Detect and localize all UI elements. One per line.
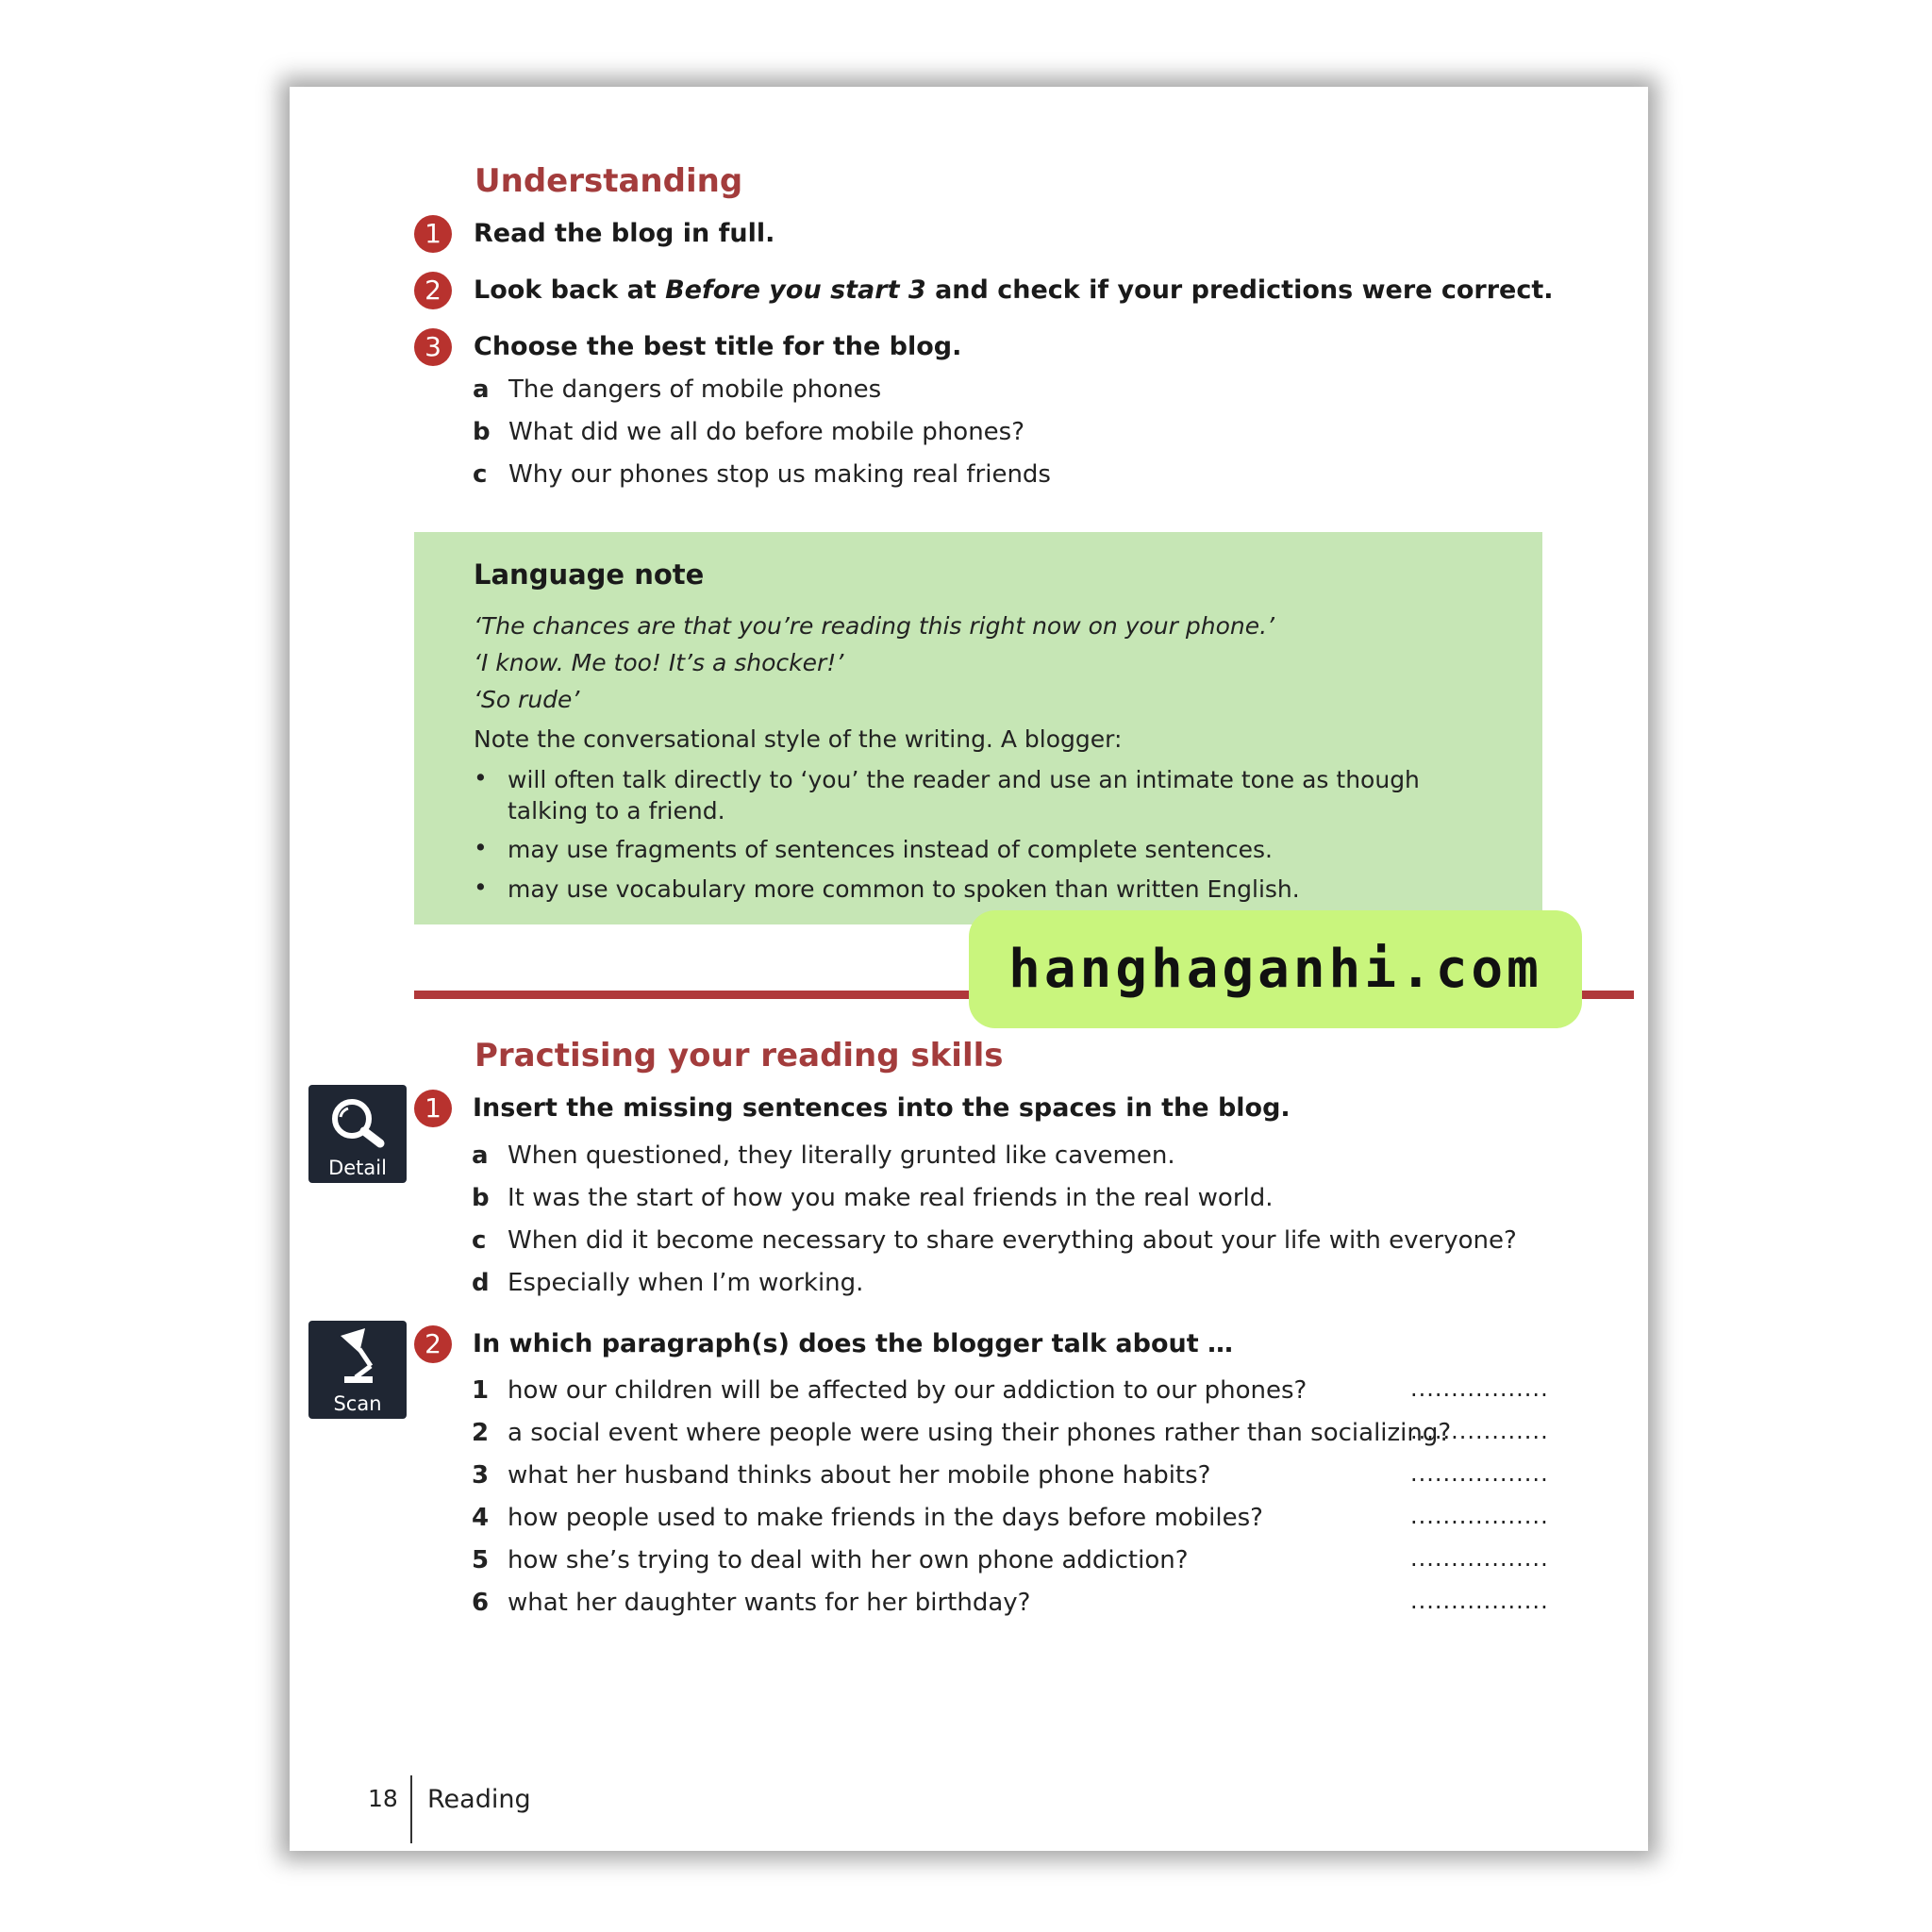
option-item: b What did we all do before mobile phones? (473, 418, 1025, 446)
question-number-badge: 2 (414, 272, 452, 309)
list-item: 4 how people used to make friends in the days before mobiles? (472, 1504, 1263, 1532)
lamp-icon (308, 1321, 407, 1387)
note-intro: Note the conversational style of the writing. A blogger: (474, 725, 1123, 753)
list-item: 3 what her husband thinks about her mobile phone habits? (472, 1461, 1211, 1490)
answer-blank: ................. (1410, 1503, 1549, 1529)
detail-label: Detail (328, 1157, 387, 1179)
question-number-badge: 1 (414, 215, 452, 253)
watermark: hanghaganhi.com (969, 910, 1582, 1028)
option-item: c Why our phones stop us making real friends (473, 460, 1051, 489)
textbook-page (290, 87, 1648, 1851)
note-quote: ‘I know. Me too! It’s a shocker!’ (474, 649, 844, 676)
magnifier-icon (308, 1085, 407, 1151)
list-item: 5 how she’s trying to deal with her own phone addiction? (472, 1546, 1189, 1574)
understanding-heading: Understanding (475, 162, 743, 200)
note-quote: ‘So rude’ (474, 686, 580, 713)
footer-divider (410, 1775, 412, 1843)
question-text: Insert the missing sentences into the spaces in the blog. (473, 1093, 1291, 1123)
question-text: Read the blog in full. (474, 219, 775, 248)
note-quote: ‘The chances are that you’re reading this right now on your phone.’ (474, 612, 1274, 640)
answer-blank: ................. (1410, 1375, 1549, 1402)
question-text: Choose the best title for the blog. (474, 332, 962, 361)
option-item: a When questioned, they literally grunted like cavemen. (472, 1141, 1175, 1170)
option-item: c When did it become necessary to share everything about your life with everyone? (472, 1226, 1517, 1255)
section-name: Reading (427, 1785, 531, 1814)
option-item: b It was the start of how you make real friends in the real world. (472, 1184, 1274, 1212)
answer-blank: ................. (1410, 1545, 1549, 1572)
language-note-title: Language note (474, 558, 705, 591)
scan-label: Scan (333, 1392, 382, 1415)
question-text: In which paragraph(s) does the blogger talk about … (473, 1329, 1234, 1358)
question-number-badge: 2 (414, 1325, 452, 1363)
list-item: 1 how our children will be affected by our addiction to our phones? (472, 1376, 1307, 1405)
question-text: Look back at Before you start 3 and check if your predictions were correct. (474, 275, 1554, 305)
scan-skill-badge (308, 1321, 407, 1419)
answer-blank: ................. (1410, 1418, 1549, 1444)
language-note-box: Language note ‘The chances are that you’re reading this right now on your phone.’ ‘I know. Me too! It’s a shocker!’ ‘So rude’ Note the conversational style of the writing. A blogger: • will often talk directly to ‘you’ the reader and use an intimate tone as though talking to a friend. • may use fragments of sentences instead of complete sentences. • may use vocabulary more common to spoken than written English. (414, 532, 1542, 924)
option-item: a The dangers of mobile phones (473, 375, 882, 404)
answer-blank: ................. (1410, 1460, 1549, 1487)
option-item: d Especially when I’m working. (472, 1269, 864, 1297)
page-number: 18 (368, 1785, 398, 1812)
question-number-badge: 3 (414, 328, 452, 366)
practising-heading: Practising your reading skills (475, 1037, 1004, 1074)
detail-skill-badge (308, 1085, 407, 1183)
question-number-badge: 1 (414, 1090, 452, 1127)
answer-blank: ................. (1410, 1588, 1549, 1614)
list-item: 6 what her daughter wants for her birthday? (472, 1589, 1031, 1617)
list-item: 2 a social event where people were using their phones rather than socializing? (472, 1419, 1452, 1447)
